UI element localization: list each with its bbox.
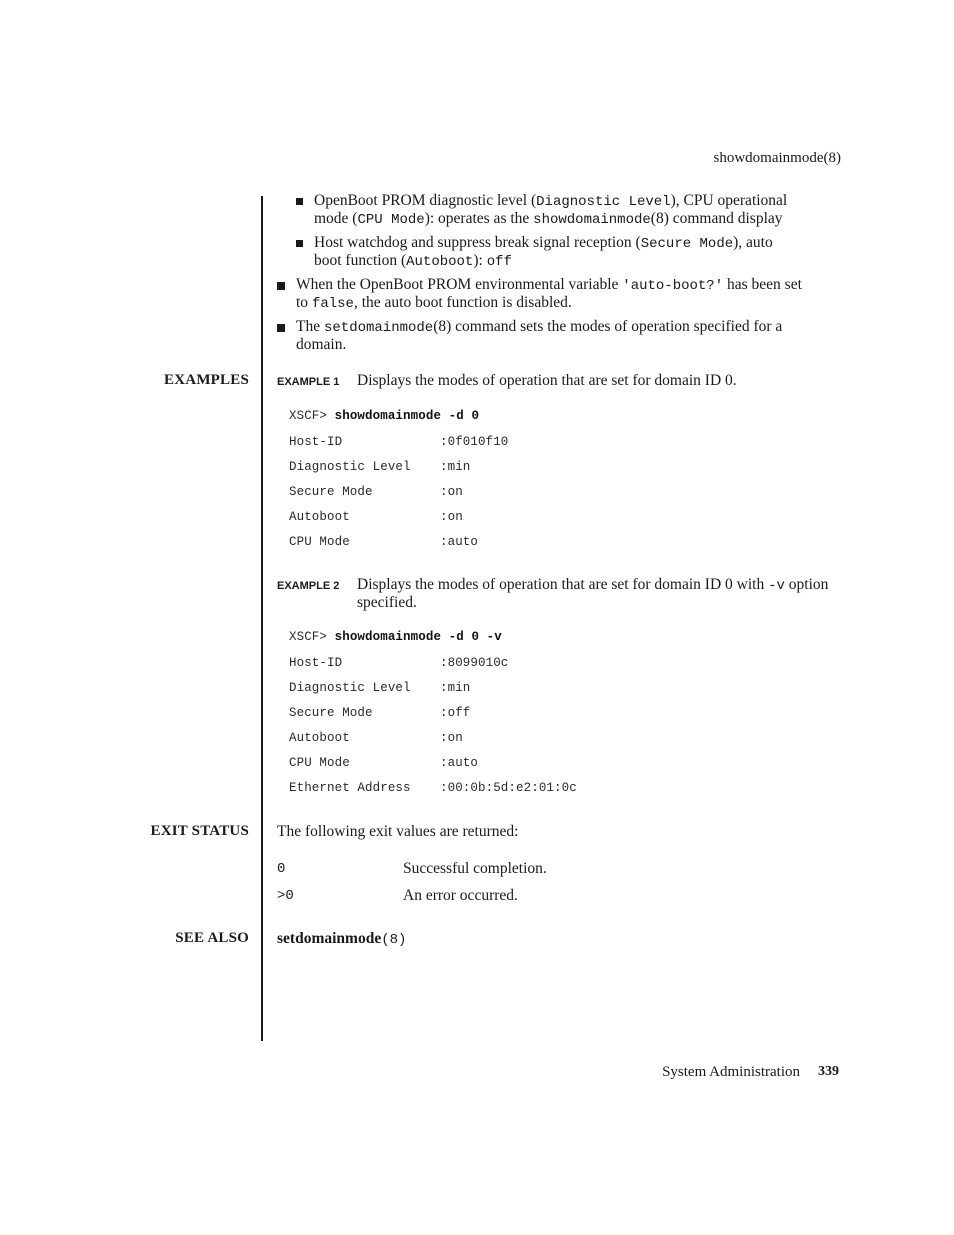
bullet-icon (296, 198, 303, 205)
sub-bullet-1-line-2 (314, 210, 783, 229)
see-also-reference (277, 930, 406, 949)
text: ): (473, 252, 487, 269)
example-1-key: Secure Mode (289, 485, 373, 499)
footer-title: System Administration (662, 1064, 800, 1080)
text: ), CPU operational (670, 192, 788, 209)
example-2-value: :00:0b:5d:e2:01:0c (440, 781, 577, 795)
example-2-key: Secure Mode (289, 706, 373, 720)
command-text: showdomainmode -d 0 (334, 409, 480, 423)
example-2-key: Diagnostic Level (289, 681, 411, 695)
example-1-value: :auto (440, 535, 479, 549)
prompt: XSCF> (289, 630, 328, 644)
example-1-key: Host-ID (289, 435, 343, 449)
example-1-value: :on (440, 485, 463, 499)
code-text: off (486, 254, 512, 270)
example-2-caption-line-2: specified. (357, 594, 417, 611)
text: (8) command display (650, 210, 783, 227)
bullet-4-line-2 (296, 336, 346, 354)
code-text: Secure Mode (640, 236, 734, 252)
code-text: showdomainmode (533, 212, 651, 228)
code-text: false (311, 296, 354, 312)
example-2-label: EXAMPLE 2 (277, 580, 340, 592)
text: ), auto (733, 234, 773, 251)
vertical-rule (261, 196, 263, 1041)
page-number: 339 (818, 1064, 839, 1079)
example-2-caption-line-1 (357, 576, 828, 595)
exit-description: Successful completion. (403, 860, 547, 877)
text: (8) command sets the modes of operation specified for a (433, 318, 783, 335)
code-text: Autoboot (406, 254, 474, 270)
example-1-key: Diagnostic Level (289, 460, 411, 474)
sub-bullet-1-line-1 (314, 192, 787, 211)
bullet-3-line-2 (296, 294, 572, 313)
code-text: setdomainmode (323, 320, 434, 336)
example-1-caption: Displays the modes of operation that are set for domain ID 0. (357, 372, 737, 389)
example-2-value: :off (440, 706, 471, 720)
text: domain. (296, 336, 347, 353)
example-1-key: CPU Mode (289, 535, 350, 549)
section-heading-see-also: SEE ALSO (175, 930, 249, 946)
reference-name: setdomainmode (277, 930, 382, 947)
bullet-icon (296, 240, 303, 247)
example-2-value: :auto (440, 756, 479, 770)
text: ): operates as the (424, 210, 534, 227)
example-2-key: Ethernet Address (289, 781, 411, 795)
exit-code: >0 (277, 888, 294, 904)
text: When the OpenBoot PROM environmental variable (296, 276, 623, 293)
bullet-icon (277, 282, 285, 290)
code-text: Diagnostic Level (536, 194, 671, 210)
text: has been set (723, 276, 802, 293)
text: to (296, 294, 312, 311)
example-2-value: :min (440, 681, 471, 695)
text: option (784, 576, 829, 593)
text: The (296, 318, 324, 335)
sub-bullet-2-line-2 (314, 252, 512, 271)
text: boot function ( (314, 252, 407, 269)
bullet-3-line-1 (296, 276, 802, 295)
code-text: CPU Mode (357, 212, 425, 228)
prompt: XSCF> (289, 409, 328, 423)
exit-status-intro: The following exit values are returned: (277, 823, 519, 840)
code-text: 'auto-boot?' (622, 278, 724, 294)
example-1-key: Autoboot (289, 510, 350, 524)
text: Host watchdog and suppress break signal reception ( (314, 234, 641, 251)
text: OpenBoot PROM diagnostic level ( (314, 192, 537, 209)
example-2-key: Host-ID (289, 656, 343, 670)
command-text: showdomainmode -d 0 -v (334, 630, 502, 644)
text: , the auto boot function is disabled. (353, 294, 572, 311)
example-2-key: CPU Mode (289, 756, 350, 770)
example-1-value: :0f010f10 (440, 435, 509, 449)
text: mode ( (314, 210, 358, 227)
exit-description: An error occurred. (403, 887, 518, 904)
example-1-label: EXAMPLE 1 (277, 376, 340, 388)
text: Displays the modes of operation that are set for domain ID 0 with (357, 576, 769, 593)
running-head: showdomainmode(8) (713, 150, 841, 166)
example-1-command-line (289, 409, 479, 423)
example-2-key: Autoboot (289, 731, 350, 745)
example-1-value: :on (440, 510, 463, 524)
exit-code: 0 (277, 861, 286, 877)
example-2-value: :8099010c (440, 656, 509, 670)
example-2-command-line (289, 630, 502, 644)
example-1-value: :min (440, 460, 471, 474)
sub-bullet-2-line-1 (314, 234, 773, 253)
bullet-4-line-1 (296, 318, 782, 337)
reference-section: (8) (381, 932, 407, 948)
code-text: -v (768, 578, 785, 594)
section-heading-examples: EXAMPLES (164, 372, 249, 388)
bullet-icon (277, 324, 285, 332)
section-heading-exit-status: EXIT STATUS (150, 823, 249, 839)
example-2-value: :on (440, 731, 463, 745)
